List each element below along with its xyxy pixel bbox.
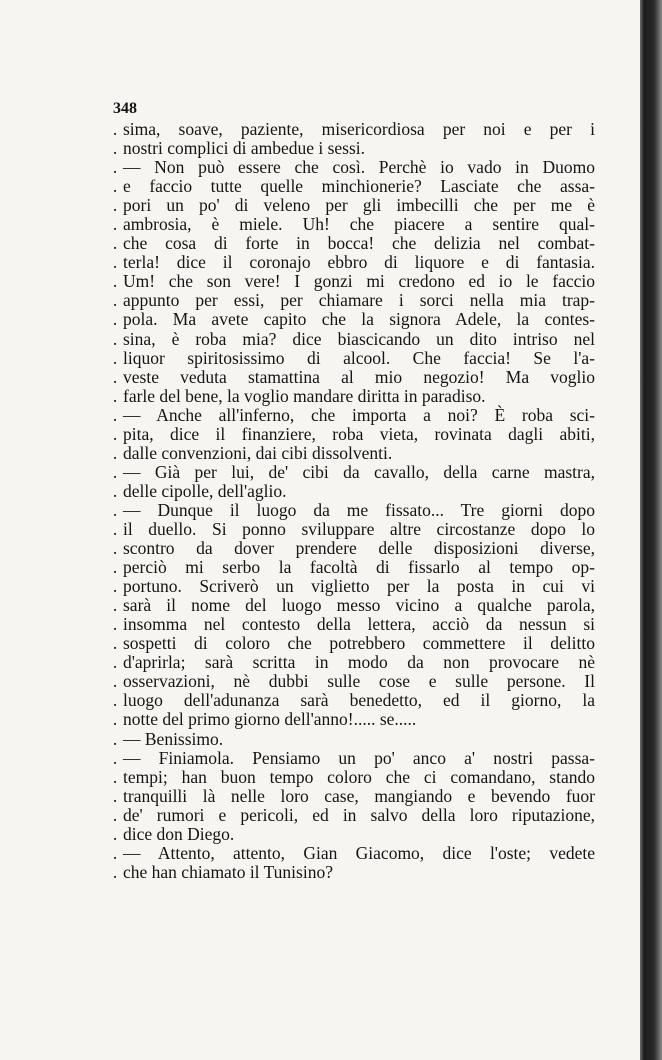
text-line (0, 672, 640, 691)
line-marker: . (112, 366, 118, 387)
line-marker: . (112, 480, 118, 501)
text-line (0, 177, 640, 196)
text-line (0, 710, 640, 729)
line-marker: . (112, 861, 118, 882)
line-marker: . (112, 538, 118, 559)
line-marker: . (112, 690, 118, 711)
line-marker: . (112, 176, 118, 197)
line-marker: . (112, 576, 118, 597)
line-marker: . (112, 499, 118, 520)
line-text: liquor spiritosissimo di alcool. Che faccia! Se l'a- (123, 347, 595, 368)
line-marker: . (112, 785, 118, 806)
line-text: — Dunque il luogo da me fissato... Tre giorni dopo (123, 499, 595, 520)
line-marker: . (112, 195, 118, 216)
text-line (0, 444, 640, 463)
line-text: dice don Diego. (123, 823, 235, 844)
line-text: dalle convenzioni, dai cibi dissolventi. (123, 442, 393, 463)
line-marker: . (112, 766, 118, 787)
line-text: sospetti di coloro che potrebbero commettere il delitto (123, 633, 595, 654)
line-text: il duello. Si ponno sviluppare altre circostanze dopo lo (123, 518, 595, 539)
line-text: sima, soave, paziente, misericordiosa per noi e per i (123, 119, 595, 139)
line-marker: . (112, 404, 118, 425)
line-marker: . (112, 347, 118, 368)
line-marker: . (112, 233, 118, 254)
text-line (0, 825, 640, 844)
line-text: portuno. Scriverò un viglietto per la posta in cui vi (123, 576, 595, 597)
line-text: farle del bene, la voglio mandare diritta in paradiso. (123, 385, 486, 406)
line-marker: . (112, 614, 118, 635)
text-line (0, 634, 640, 653)
page-number: 348 (113, 100, 137, 117)
page-edge-shadow (640, 0, 662, 1060)
text-line (0, 806, 640, 825)
line-text: Um! che son vere! I gonzi mi credono ed io le faccio (123, 271, 595, 292)
text-line (0, 158, 640, 177)
line-text: scontro da dover prendere delle disposizioni diverse, (123, 538, 595, 559)
line-text: sarà il nome del luogo messo vicino a qualche parola, (123, 595, 595, 616)
line-text: — Anche all'inferno, che importa a noi? È roba sci- (123, 404, 595, 425)
line-text: pola. Ma avete capito che la signora Adele, la contes- (123, 309, 595, 330)
line-text: de' rumori e pericoli, ed in salvo della loro riputazione, (123, 804, 595, 825)
text-line (0, 330, 640, 349)
line-text: nostri complici di ambedue i sessi. (123, 138, 366, 159)
line-marker: . (112, 823, 118, 844)
text-line (0, 463, 640, 482)
text-line (0, 653, 640, 672)
line-marker: . (112, 804, 118, 825)
line-text: luogo dell'adunanza sarà benedetto, ed il giorno, la (123, 690, 595, 711)
text-line (0, 844, 640, 863)
line-text: delle cipolle, dell'aglio. (123, 480, 287, 501)
line-marker: . (112, 461, 118, 482)
line-text: che han chiamato il Tunisino? (123, 861, 333, 882)
line-text: — Già per lui, de' cibi da cavallo, della carne mastra, (123, 461, 595, 482)
text-line (0, 787, 640, 806)
line-text: osservazioni, nè dubbi sulle cose e sulle persone. Il (123, 671, 595, 692)
text-line (0, 730, 640, 749)
line-marker: . (112, 671, 118, 692)
text-line (0, 425, 640, 444)
text-line (0, 615, 640, 634)
text-line (0, 768, 640, 787)
line-marker: . (112, 157, 118, 178)
line-marker: . (112, 747, 118, 768)
line-marker: . (112, 309, 118, 330)
line-marker: . (112, 328, 118, 349)
text-line (0, 749, 640, 768)
line-text: veste veduta stamattina al mio negozio! Ma voglio (123, 366, 595, 387)
line-text: insomma nel contesto della lettera, acciò da nessun si (123, 614, 595, 635)
line-marker: . (112, 138, 118, 159)
line-text: sina, è roba mia? dice biascicando un dito intriso nel (123, 328, 595, 349)
line-text: d'aprirla; sarà scritta in modo da non provocare nè (123, 652, 595, 673)
line-marker: . (112, 709, 118, 730)
line-text: pita, dice il finanziere, roba vieta, rovinata dagli abiti, (123, 423, 595, 444)
text-line (0, 577, 640, 596)
line-marker: . (112, 652, 118, 673)
line-marker: . (112, 385, 118, 406)
line-text: — Non può essere che così. Perchè io vado in Duomo (123, 157, 595, 178)
text-line (0, 596, 640, 615)
line-text: appunto per essi, per chiamare i sorci nella mia trap- (123, 290, 595, 311)
line-text: terla! dice il coronajo ebbro di liquore e di fantasia. (123, 252, 595, 273)
text-line (0, 539, 640, 558)
text-line (0, 520, 640, 539)
line-text: e faccio tutte quelle minchionerie? Lasciate che assa- (123, 176, 595, 197)
text-line (0, 558, 640, 577)
text-line (0, 349, 640, 368)
line-marker: . (112, 119, 118, 139)
line-marker: . (112, 633, 118, 654)
line-marker: . (112, 442, 118, 463)
text-line (0, 120, 640, 139)
text-line (0, 139, 640, 158)
text-line (0, 691, 640, 710)
text-line (0, 291, 640, 310)
line-text: perciò mi serbo la facoltà di fissarlo al tempo op- (123, 557, 595, 578)
text-line (0, 253, 640, 272)
line-marker: . (112, 423, 118, 444)
text-line (0, 863, 640, 882)
line-marker: . (112, 728, 118, 749)
text-line (0, 406, 640, 425)
line-marker: . (112, 290, 118, 311)
text-line (0, 368, 640, 387)
line-marker: . (112, 252, 118, 273)
line-text: pori un po' di veleno per gli imbecilli che per me è (123, 195, 595, 216)
line-marker: . (112, 271, 118, 292)
line-text: — Benissimo. (123, 728, 224, 749)
line-text: tempi; han buon tempo coloro che ci comandano, stando (123, 766, 595, 787)
body-text (0, 120, 640, 882)
line-text: notte del primo giorno dell'anno!..... se..... (123, 709, 417, 730)
line-text: che cosa di forte in bocca! che delizia nel combat- (123, 233, 595, 254)
line-text: — Attento, attento, Gian Giacomo, dice l'oste; vedete (123, 842, 595, 863)
line-text: — Finiamola. Pensiamo un po' anco a' nostri passa- (123, 747, 595, 768)
text-line (0, 196, 640, 215)
text-line (0, 387, 640, 406)
line-marker: . (112, 518, 118, 539)
line-marker: . (112, 557, 118, 578)
line-text: tranquilli là nelle loro case, mangiando e bevendo fuor (123, 785, 595, 806)
line-text: ambrosia, è miele. Uh! che piacere a sentire qual- (123, 214, 595, 235)
text-line (0, 310, 640, 329)
text-line (0, 482, 640, 501)
text-line (0, 272, 640, 291)
text-line (0, 215, 640, 234)
line-marker: . (112, 595, 118, 616)
text-line (0, 501, 640, 520)
line-marker: . (112, 214, 118, 235)
line-marker: . (112, 842, 118, 863)
text-line (0, 234, 640, 253)
